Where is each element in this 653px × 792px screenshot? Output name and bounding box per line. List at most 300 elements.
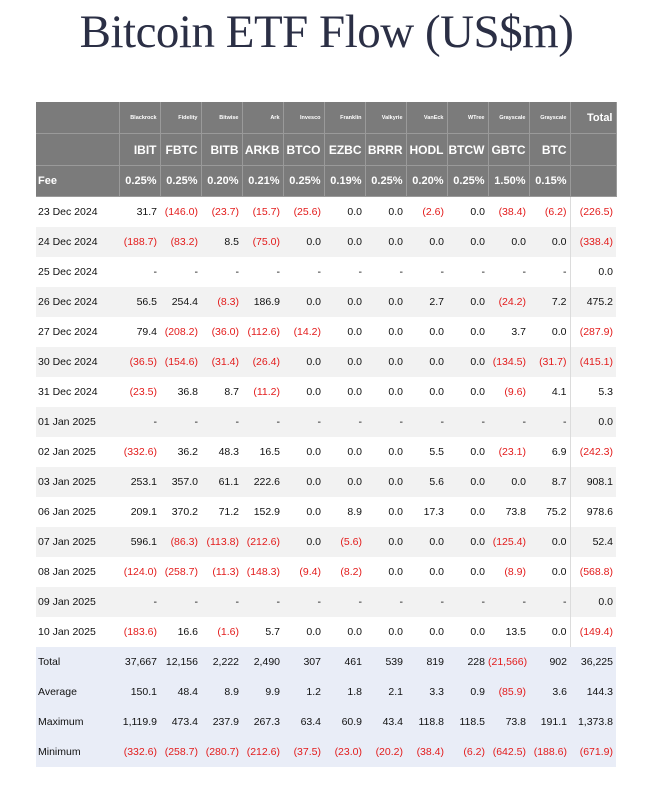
flow-cell: 186.9 <box>242 287 283 317</box>
summary-cell: 1.2 <box>283 677 324 707</box>
flow-cell: - <box>365 587 406 617</box>
flow-cell: 5.6 <box>406 467 447 497</box>
table-row <box>36 197 616 228</box>
issuer-header-cell: Bitwise <box>201 102 242 134</box>
flow-cell: - <box>488 407 529 437</box>
flow-cell: 0.0 <box>447 617 488 647</box>
flow-cell: (23.7) <box>201 197 242 228</box>
summary-cell: (280.7) <box>201 737 242 767</box>
page-title: Bitcoin ETF Flow (US$m) <box>79 6 574 58</box>
flow-cell: 222.6 <box>242 467 283 497</box>
flow-cell: 0.0 <box>365 197 406 228</box>
flow-cell: (8.2) <box>324 557 365 587</box>
flow-cell: (2.6) <box>406 197 447 228</box>
flow-cell: 0.0 <box>324 377 365 407</box>
flow-cell: 36.8 <box>160 377 201 407</box>
summary-cell: (212.6) <box>242 737 283 767</box>
flow-cell: 0.0 <box>283 497 324 527</box>
flow-cell: (31.7) <box>529 347 570 377</box>
flow-cell: 0.0 <box>447 197 488 228</box>
flow-cell: 0.0 <box>324 317 365 347</box>
table-row <box>36 497 616 527</box>
flow-cell: 0.0 <box>529 317 570 347</box>
issuer-header-cell: Invesco <box>283 102 324 134</box>
flow-cell: 0.0 <box>365 497 406 527</box>
summary-cell: 63.4 <box>283 707 324 737</box>
flow-cell: - <box>447 587 488 617</box>
table-row <box>36 227 616 257</box>
summary-cell: (258.7) <box>160 737 201 767</box>
flow-cell: - <box>324 407 365 437</box>
flow-cell: 13.5 <box>488 617 529 647</box>
row-total-cell: 5.3 <box>570 377 616 407</box>
summary-cell: (37.5) <box>283 737 324 767</box>
header-corner <box>570 166 616 197</box>
ticker-header-cell: ARKB <box>242 134 283 166</box>
flow-cell: 4.1 <box>529 377 570 407</box>
flow-cell: 0.0 <box>283 467 324 497</box>
summary-cell: (23.0) <box>324 737 365 767</box>
flow-cell: 0.0 <box>406 317 447 347</box>
flow-cell: 0.0 <box>365 317 406 347</box>
flow-cell: (23.1) <box>488 437 529 467</box>
fee-label: Fee <box>36 166 119 197</box>
summary-cell: (642.5) <box>488 737 529 767</box>
table-row <box>36 467 616 497</box>
flow-cell: (5.6) <box>324 527 365 557</box>
summary-cell: 237.9 <box>201 707 242 737</box>
flow-cell: 0.0 <box>447 557 488 587</box>
flow-cell: (36.0) <box>201 317 242 347</box>
flow-cell: (212.6) <box>242 527 283 557</box>
row-total-cell: (242.3) <box>570 437 616 467</box>
flow-cell: - <box>406 407 447 437</box>
flow-cell: 0.0 <box>447 437 488 467</box>
issuer-header-cell: Fidelity <box>160 102 201 134</box>
flow-cell: 56.5 <box>119 287 160 317</box>
summary-cell: 461 <box>324 647 365 677</box>
flow-cell: 0.0 <box>529 617 570 647</box>
flow-cell: (25.6) <box>283 197 324 228</box>
ticker-header-cell: GBTC <box>488 134 529 166</box>
table-row <box>36 347 616 377</box>
flow-cell: - <box>488 587 529 617</box>
summary-label: Minimum <box>36 737 119 767</box>
date-cell: 25 Dec 2024 <box>36 257 119 287</box>
issuer-header-cell: Franklin <box>324 102 365 134</box>
flow-cell: (83.2) <box>160 227 201 257</box>
flow-cell: (125.4) <box>488 527 529 557</box>
summary-cell: 819 <box>406 647 447 677</box>
flow-cell: 0.0 <box>365 377 406 407</box>
flow-cell: 8.5 <box>201 227 242 257</box>
flow-cell: - <box>160 407 201 437</box>
flow-cell: - <box>119 587 160 617</box>
flow-cell: - <box>406 587 447 617</box>
ticker-header-cell: BTCW <box>447 134 488 166</box>
flow-cell: 36.2 <box>160 437 201 467</box>
flow-cell: - <box>529 587 570 617</box>
date-cell: 08 Jan 2025 <box>36 557 119 587</box>
date-cell: 10 Jan 2025 <box>36 617 119 647</box>
flow-cell: (148.3) <box>242 557 283 587</box>
issuer-header-cell: VanEck <box>406 102 447 134</box>
flow-cell: 254.4 <box>160 287 201 317</box>
summary-cell: 150.1 <box>119 677 160 707</box>
summary-cell: 2,222 <box>201 647 242 677</box>
flow-cell: 0.0 <box>447 317 488 347</box>
flow-cell: 0.0 <box>365 287 406 317</box>
flow-cell: 0.0 <box>529 557 570 587</box>
table-row <box>36 437 616 467</box>
flow-cell: 79.4 <box>119 317 160 347</box>
summary-cell: 0.9 <box>447 677 488 707</box>
date-cell: 26 Dec 2024 <box>36 287 119 317</box>
fee-cell: 0.25% <box>283 166 324 197</box>
flow-cell: (11.3) <box>201 557 242 587</box>
flow-cell: 0.0 <box>365 617 406 647</box>
flow-cell: - <box>447 257 488 287</box>
summary-cell: 12,156 <box>160 647 201 677</box>
flow-cell: (31.4) <box>201 347 242 377</box>
flow-cell: 0.0 <box>447 527 488 557</box>
summary-cell: (6.2) <box>447 737 488 767</box>
summary-row <box>36 677 616 707</box>
flow-cell: - <box>242 407 283 437</box>
flow-cell: - <box>160 587 201 617</box>
flow-cell: 2.7 <box>406 287 447 317</box>
flow-cell: 0.0 <box>365 467 406 497</box>
flow-cell: 0.0 <box>447 227 488 257</box>
flow-cell: 0.0 <box>488 227 529 257</box>
flow-cell: - <box>324 257 365 287</box>
fee-header-row <box>36 166 616 197</box>
flow-cell: (75.0) <box>242 227 283 257</box>
flow-cell: 5.5 <box>406 437 447 467</box>
flow-cell: 0.0 <box>406 347 447 377</box>
flow-cell: - <box>242 587 283 617</box>
flow-cell: 8.7 <box>529 467 570 497</box>
flow-cell: 0.0 <box>365 527 406 557</box>
flow-cell: (124.0) <box>119 557 160 587</box>
issuer-header-cell: Grayscale <box>488 102 529 134</box>
flow-cell: (208.2) <box>160 317 201 347</box>
flow-cell: (6.2) <box>529 197 570 228</box>
flow-cell: 0.0 <box>447 287 488 317</box>
flow-cell: - <box>488 257 529 287</box>
flow-cell: 0.0 <box>447 377 488 407</box>
summary-cell: 2.1 <box>365 677 406 707</box>
flow-cell: (36.5) <box>119 347 160 377</box>
flow-cell: 0.0 <box>406 617 447 647</box>
table-row <box>36 287 616 317</box>
ticker-header-cell: BRRR <box>365 134 406 166</box>
flow-cell: - <box>365 257 406 287</box>
row-total-cell: 475.2 <box>570 287 616 317</box>
flow-cell: 61.1 <box>201 467 242 497</box>
issuer-header-cell: Grayscale <box>529 102 570 134</box>
flow-cell: - <box>529 257 570 287</box>
flow-cell: 0.0 <box>324 467 365 497</box>
summary-cell: 191.1 <box>529 707 570 737</box>
flow-cell: 0.0 <box>283 377 324 407</box>
fee-cell: 0.19% <box>324 166 365 197</box>
date-cell: 07 Jan 2025 <box>36 527 119 557</box>
row-total-cell: 0.0 <box>570 257 616 287</box>
header-corner <box>36 102 119 134</box>
fee-cell: 0.20% <box>406 166 447 197</box>
flow-cell: 370.2 <box>160 497 201 527</box>
flow-cell: 7.2 <box>529 287 570 317</box>
flow-cell: 16.5 <box>242 437 283 467</box>
ticker-header-cell: FBTC <box>160 134 201 166</box>
summary-row <box>36 707 616 737</box>
flow-cell: 253.1 <box>119 467 160 497</box>
flow-cell: 0.0 <box>365 227 406 257</box>
ticker-header-cell: BTCO <box>283 134 324 166</box>
summary-cell: 73.8 <box>488 707 529 737</box>
flow-cell: - <box>283 587 324 617</box>
date-cell: 31 Dec 2024 <box>36 377 119 407</box>
summary-cell: 3.3 <box>406 677 447 707</box>
fee-cell: 1.50% <box>488 166 529 197</box>
date-cell: 30 Dec 2024 <box>36 347 119 377</box>
ticker-header-cell: BITB <box>201 134 242 166</box>
summary-cell: 228 <box>447 647 488 677</box>
row-total-cell: 908.1 <box>570 467 616 497</box>
flow-cell: - <box>201 407 242 437</box>
table-row <box>36 557 616 587</box>
flow-cell: 0.0 <box>324 287 365 317</box>
flow-cell: 596.1 <box>119 527 160 557</box>
flow-cell: 75.2 <box>529 497 570 527</box>
flow-cell: 0.0 <box>406 557 447 587</box>
fee-cell: 0.25% <box>447 166 488 197</box>
row-total-cell: (287.9) <box>570 317 616 347</box>
flow-cell: 0.0 <box>324 437 365 467</box>
flow-cell: 0.0 <box>529 527 570 557</box>
header-corner <box>36 134 119 166</box>
flow-cell: 8.7 <box>201 377 242 407</box>
summary-cell: (21,566) <box>488 647 529 677</box>
flow-cell: (26.4) <box>242 347 283 377</box>
flow-cell: (86.3) <box>160 527 201 557</box>
row-total-cell: (338.4) <box>570 227 616 257</box>
flow-cell: 0.0 <box>447 347 488 377</box>
flow-cell: (154.6) <box>160 347 201 377</box>
flow-cell: 0.0 <box>324 227 365 257</box>
flow-cell: 0.0 <box>365 557 406 587</box>
issuer-header-cell: WTree <box>447 102 488 134</box>
row-total-cell: (149.4) <box>570 617 616 647</box>
ticker-header-cell: IBIT <box>119 134 160 166</box>
flow-cell: - <box>283 257 324 287</box>
flow-cell: - <box>283 407 324 437</box>
table-row <box>36 257 616 287</box>
date-cell: 09 Jan 2025 <box>36 587 119 617</box>
summary-cell: 473.4 <box>160 707 201 737</box>
row-total-cell: (226.5) <box>570 197 616 228</box>
flow-cell: (9.6) <box>488 377 529 407</box>
flow-cell: - <box>119 407 160 437</box>
flow-cell: 0.0 <box>283 437 324 467</box>
row-total-cell: 978.6 <box>570 497 616 527</box>
summary-row <box>36 647 616 677</box>
flow-cell: 0.0 <box>406 377 447 407</box>
flow-cell: 357.0 <box>160 467 201 497</box>
summary-cell: (85.9) <box>488 677 529 707</box>
summary-cell: 60.9 <box>324 707 365 737</box>
summary-cell: (188.6) <box>529 737 570 767</box>
summary-cell: 118.5 <box>447 707 488 737</box>
fee-cell: 0.15% <box>529 166 570 197</box>
summary-total-cell: 1,373.8 <box>570 707 616 737</box>
flow-cell: 8.9 <box>324 497 365 527</box>
table-row <box>36 377 616 407</box>
flow-cell: (38.4) <box>488 197 529 228</box>
flow-cell: (332.6) <box>119 437 160 467</box>
table-row <box>36 317 616 347</box>
flow-cell: - <box>201 257 242 287</box>
fee-cell: 0.25% <box>365 166 406 197</box>
flow-cell: 152.9 <box>242 497 283 527</box>
fee-cell: 0.20% <box>201 166 242 197</box>
date-cell: 24 Dec 2024 <box>36 227 119 257</box>
summary-cell: 43.4 <box>365 707 406 737</box>
flow-cell: (24.2) <box>488 287 529 317</box>
flow-cell: - <box>365 407 406 437</box>
flow-cell: 0.0 <box>488 467 529 497</box>
flow-cell: (1.6) <box>201 617 242 647</box>
flow-cell: 73.8 <box>488 497 529 527</box>
flow-cell: 17.3 <box>406 497 447 527</box>
summary-cell: 9.9 <box>242 677 283 707</box>
summary-cell: (38.4) <box>406 737 447 767</box>
flow-cell: 0.0 <box>365 347 406 377</box>
row-total-cell: (568.8) <box>570 557 616 587</box>
summary-cell: 37,667 <box>119 647 160 677</box>
flow-cell: (134.5) <box>488 347 529 377</box>
flow-cell: - <box>242 257 283 287</box>
flow-cell: (258.7) <box>160 557 201 587</box>
summary-label: Average <box>36 677 119 707</box>
ticker-header-cell: HODL <box>406 134 447 166</box>
summary-label: Maximum <box>36 707 119 737</box>
issuer-header-row <box>36 102 616 134</box>
flow-cell: (14.2) <box>283 317 324 347</box>
etf-flow-table <box>36 102 617 767</box>
summary-total-cell: (671.9) <box>570 737 616 767</box>
issuer-header-cell: Ark <box>242 102 283 134</box>
date-cell: 03 Jan 2025 <box>36 467 119 497</box>
flow-cell: 209.1 <box>119 497 160 527</box>
ticker-header-row <box>36 134 616 166</box>
flow-cell: 0.0 <box>324 617 365 647</box>
row-total-cell: 52.4 <box>570 527 616 557</box>
flow-cell: (113.8) <box>201 527 242 557</box>
summary-cell: 1,119.9 <box>119 707 160 737</box>
table-row <box>36 527 616 557</box>
flow-cell: 0.0 <box>447 467 488 497</box>
summary-cell: 8.9 <box>201 677 242 707</box>
summary-cell: 48.4 <box>160 677 201 707</box>
flow-cell: (112.6) <box>242 317 283 347</box>
summary-total-cell: 144.3 <box>570 677 616 707</box>
summary-cell: 539 <box>365 647 406 677</box>
flow-cell: 0.0 <box>324 197 365 228</box>
summary-cell: 2,490 <box>242 647 283 677</box>
flow-cell: - <box>447 407 488 437</box>
ticker-header-cell: EZBC <box>324 134 365 166</box>
total-column-header: Total <box>570 102 616 134</box>
flow-cell: - <box>529 407 570 437</box>
summary-cell: (20.2) <box>365 737 406 767</box>
summary-cell: 307 <box>283 647 324 677</box>
date-cell: 06 Jan 2025 <box>36 497 119 527</box>
flow-cell: (23.5) <box>119 377 160 407</box>
table-row <box>36 587 616 617</box>
summary-row <box>36 737 616 767</box>
row-total-cell: 0.0 <box>570 587 616 617</box>
flow-cell: 0.0 <box>365 437 406 467</box>
flow-cell: 0.0 <box>447 497 488 527</box>
flow-cell: 0.0 <box>529 227 570 257</box>
issuer-header-cell: Blackrock <box>119 102 160 134</box>
date-cell: 02 Jan 2025 <box>36 437 119 467</box>
summary-cell: 1.8 <box>324 677 365 707</box>
flow-cell: - <box>324 587 365 617</box>
summary-cell: (332.6) <box>119 737 160 767</box>
summary-cell: 3.6 <box>529 677 570 707</box>
flow-cell: (8.9) <box>488 557 529 587</box>
flow-cell: (15.7) <box>242 197 283 228</box>
flow-cell: 0.0 <box>406 527 447 557</box>
flow-cell: - <box>406 257 447 287</box>
flow-cell: 3.7 <box>488 317 529 347</box>
flow-cell: (188.7) <box>119 227 160 257</box>
flow-cell: 0.0 <box>283 617 324 647</box>
table-row <box>36 407 616 437</box>
summary-cell: 902 <box>529 647 570 677</box>
row-total-cell: (415.1) <box>570 347 616 377</box>
flow-cell: 0.0 <box>283 287 324 317</box>
summary-cell: 118.8 <box>406 707 447 737</box>
flow-cell: (183.6) <box>119 617 160 647</box>
flow-cell: 6.9 <box>529 437 570 467</box>
fee-cell: 0.25% <box>119 166 160 197</box>
summary-label: Total <box>36 647 119 677</box>
flow-cell: (8.3) <box>201 287 242 317</box>
flow-cell: 0.0 <box>324 347 365 377</box>
flow-cell: (146.0) <box>160 197 201 228</box>
table-row <box>36 617 616 647</box>
flow-cell: 0.0 <box>283 227 324 257</box>
header-corner <box>570 134 616 166</box>
flow-cell: (9.4) <box>283 557 324 587</box>
flow-cell: - <box>119 257 160 287</box>
summary-cell: 267.3 <box>242 707 283 737</box>
fee-cell: 0.25% <box>160 166 201 197</box>
issuer-header-cell: Valkyrie <box>365 102 406 134</box>
summary-total-cell: 36,225 <box>570 647 616 677</box>
row-total-cell: 0.0 <box>570 407 616 437</box>
date-cell: 01 Jan 2025 <box>36 407 119 437</box>
flow-cell: 0.0 <box>406 227 447 257</box>
flow-cell: 48.3 <box>201 437 242 467</box>
date-cell: 27 Dec 2024 <box>36 317 119 347</box>
flow-cell: (11.2) <box>242 377 283 407</box>
flow-cell: 0.0 <box>283 347 324 377</box>
